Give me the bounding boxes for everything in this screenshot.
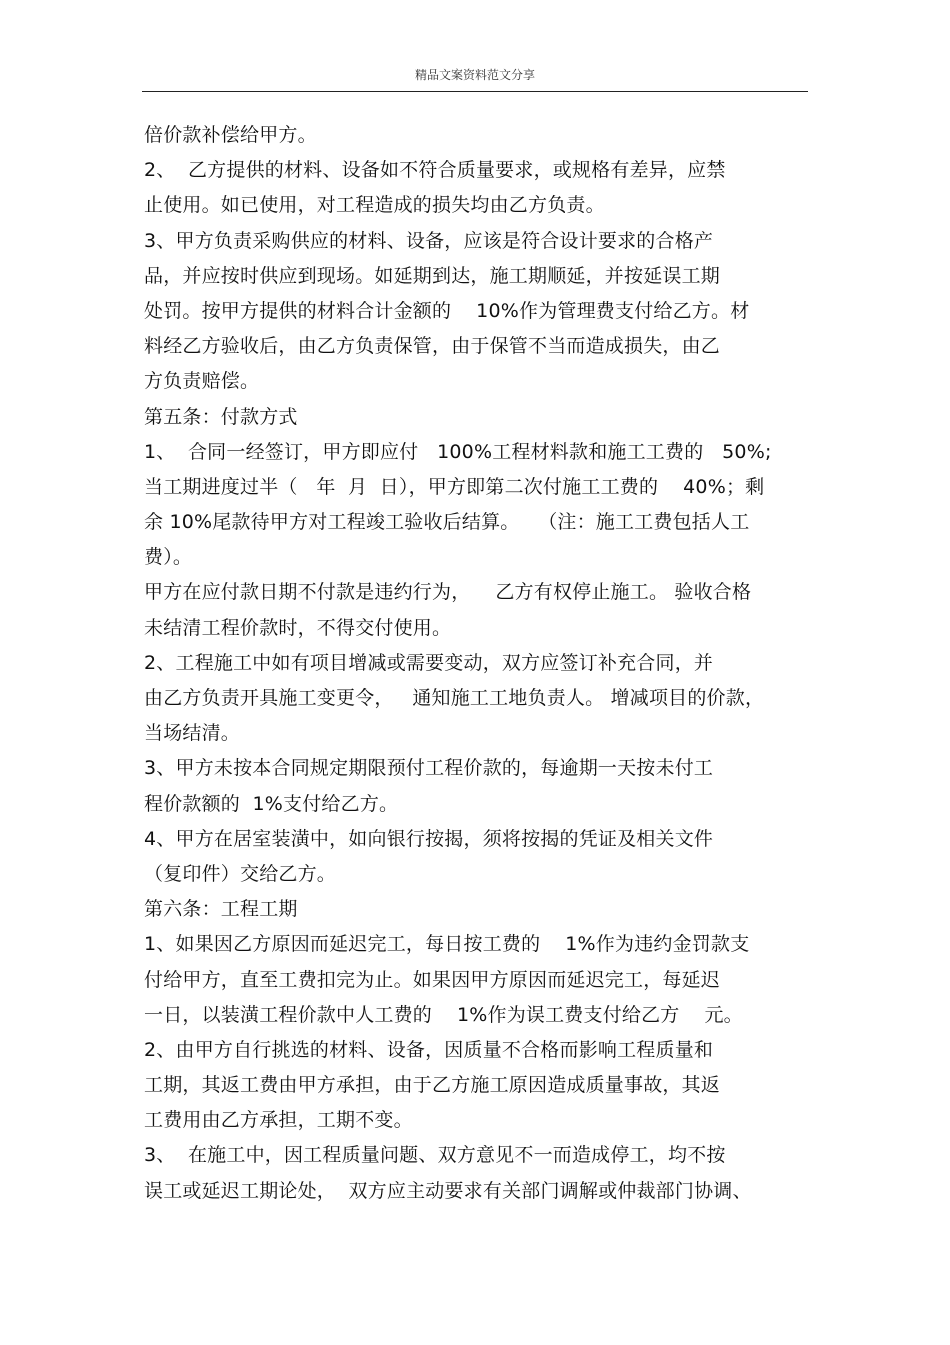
text-line: 由乙方负责开具施工变更令， 通知施工工地负责人。 增减项目的价款， <box>144 687 765 709</box>
text-line: 1、 合同一经签订，甲方即应付 100%工程材料款和施工工费的 50%; <box>144 440 772 463</box>
document-body <box>144 118 814 1209</box>
header-divider <box>142 91 808 92</box>
text-line: 付给甲方，直至工费扣完为止。如果因甲方原因而延迟完工，每延迟 <box>144 968 721 991</box>
section-heading: 第六条：工程工期 <box>144 898 298 921</box>
text-line: 4、甲方在居室装潢中，如向银行按揭，须将按揭的凭证及相关文件 <box>144 827 714 850</box>
section-heading: 第五条：付款方式 <box>144 405 298 428</box>
text-line: （复印件）交给乙方。 <box>144 862 337 885</box>
text-line: 甲方在应付款日期不付款是违约行为， 乙方有权停止施工。 验收合格 <box>144 581 752 604</box>
text-line: 处罚。按甲方提供的材料合计金额的 10%作为管理费支付给乙方。材 <box>144 299 750 322</box>
text-line: 方负责赔偿。 <box>144 370 260 393</box>
text-line: 3、甲方未按本合同规定期限预付工程价款的，每逾期一天按未付工 <box>144 757 714 780</box>
text-line: 误工或延迟工期论处， 双方应主动要求有关部门调解或仲裁部门协调、 <box>144 1179 752 1202</box>
text-line: 1、如果因乙方原因而延迟完工，每日按工费的 1%作为违约金罚款支 <box>144 933 750 956</box>
text-line: 费）。 <box>144 546 193 569</box>
text-line: 料经乙方验收后，由乙方负责保管，由于保管不当而造成损失，由乙 <box>144 335 721 358</box>
text-line: 余 10%尾款待甲方对工程竣工验收后结算。 （注：施工工费包括人工 <box>144 511 750 534</box>
page-header: 精品文案资料范文分享 <box>414 68 535 82</box>
text-line: 2、 乙方提供的材料、设备如不符合质量要求，或规格有差异，应禁 <box>144 159 726 182</box>
text-line: 2、由甲方自行挑选的材料、设备，因质量不合格而影响工程质量和 <box>144 1038 714 1061</box>
text-line: 一日，以装潢工程价款中人工费的 1%作为误工费支付给乙方 元。 <box>144 1003 743 1026</box>
text-line: 2、工程施工中如有项目增减或需要变动，双方应签订补充合同，并 <box>144 651 714 674</box>
text-line: 止使用。如已使用，对工程造成的损失均由乙方负责。 <box>144 194 605 217</box>
text-line: 当场结清。 <box>144 722 241 745</box>
text-line: 3、甲方负责采购供应的材料、设备，应该是符合设计要求的合格产 <box>144 229 714 252</box>
text-line: 品，并应按时供应到现场。如延期到达，施工期顺延，并按延误工期 <box>144 264 721 287</box>
text-line: 工费用由乙方承担，工期不变。 <box>144 1109 413 1132</box>
text-line: 工期，其返工费由甲方承担，由于乙方施工原因造成质量事故，其返 <box>144 1074 721 1097</box>
text-line: 程价款额的 1%支付给乙方。 <box>144 792 399 815</box>
text-line: 倍价款补偿给甲方。 <box>144 124 317 146</box>
text-line: 3、 在施工中，因工程质量问题、双方意见不一而造成停工，均不按 <box>144 1144 726 1167</box>
text-line: 当工期进度过半（ 年 月 日），甲方即第二次付施工工费的 40%；剩 <box>144 475 765 498</box>
text-line: 未结清工程价款时，不得交付使用。 <box>144 616 452 639</box>
